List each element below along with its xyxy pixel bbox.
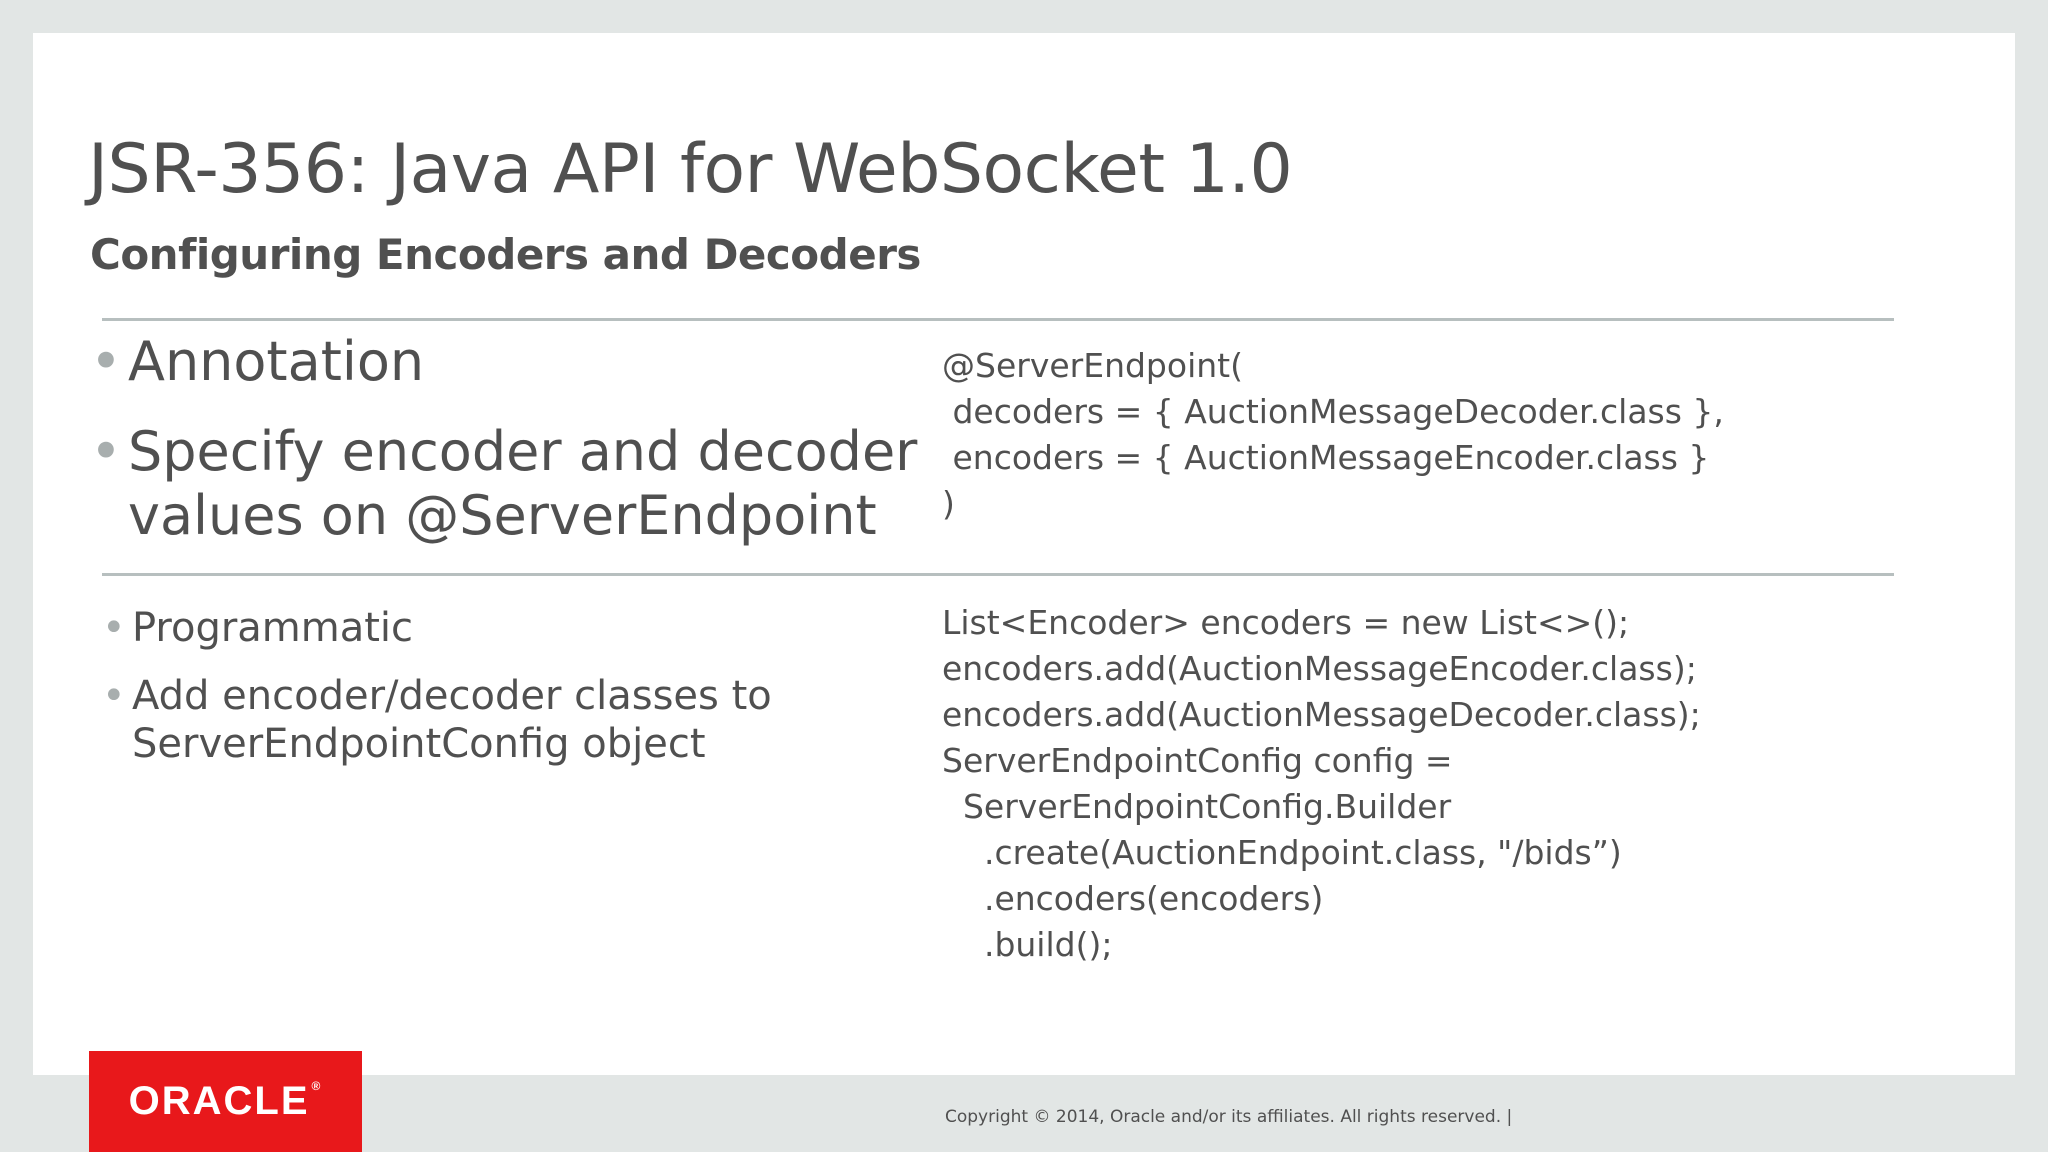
oracle-logo — [89, 1051, 362, 1152]
bullet-text: Add encoder/decoder classes to ServerEndpointConfig object — [132, 673, 772, 767]
annotation-bullet-list — [90, 330, 918, 574]
annotation-code-block: @ServerEndpoint( decoders = { AuctionMessageDecoder.class }, encoders = { AuctionMessageEncoder.class } ) — [942, 346, 1724, 523]
bullet-text: Programmatic — [132, 605, 414, 651]
oracle-logo-word: ORACLE — [128, 1079, 310, 1123]
bullet-item — [90, 420, 918, 548]
bullet-text: Specify encoder and decoder values on @ServerEndpoint — [128, 420, 918, 547]
bullet-item — [90, 330, 917, 394]
programmatic-code-block: List<Encoder> encoders = new List<>(); encoders.add(AuctionMessageEncoder.class); encoders.add(AuctionMessageDecoder.class); ServerEndpointConfig config = ServerEndpointConfig.Builder .create(AuctionEndpoint.class, "/bids”) .encoders(encoders) .build(); — [942, 603, 1701, 964]
slide-subtitle: Configuring Encoders and Decoders — [90, 230, 921, 279]
bullet-dot-icon: • — [102, 605, 126, 651]
bullet-item — [102, 672, 772, 768]
bullet-dot-icon: • — [102, 673, 126, 719]
registered-mark-icon: ® — [311, 1079, 323, 1093]
section-divider-middle — [102, 573, 1894, 576]
oracle-logo-text — [129, 1079, 323, 1124]
bullet-text: Annotation — [128, 330, 425, 393]
programmatic-bullet-list — [102, 604, 772, 788]
bullet-dot-icon: • — [90, 330, 122, 393]
bullet-dot-icon: • — [90, 420, 122, 483]
section-divider-top — [102, 318, 1894, 321]
copyright-notice: Copyright © 2014, Oracle and/or its affiliates. All rights reserved. | — [945, 1107, 1513, 1127]
bullet-item — [102, 604, 772, 652]
slide-title: JSR-356: Java API for WebSocket 1.0 — [88, 130, 1293, 209]
